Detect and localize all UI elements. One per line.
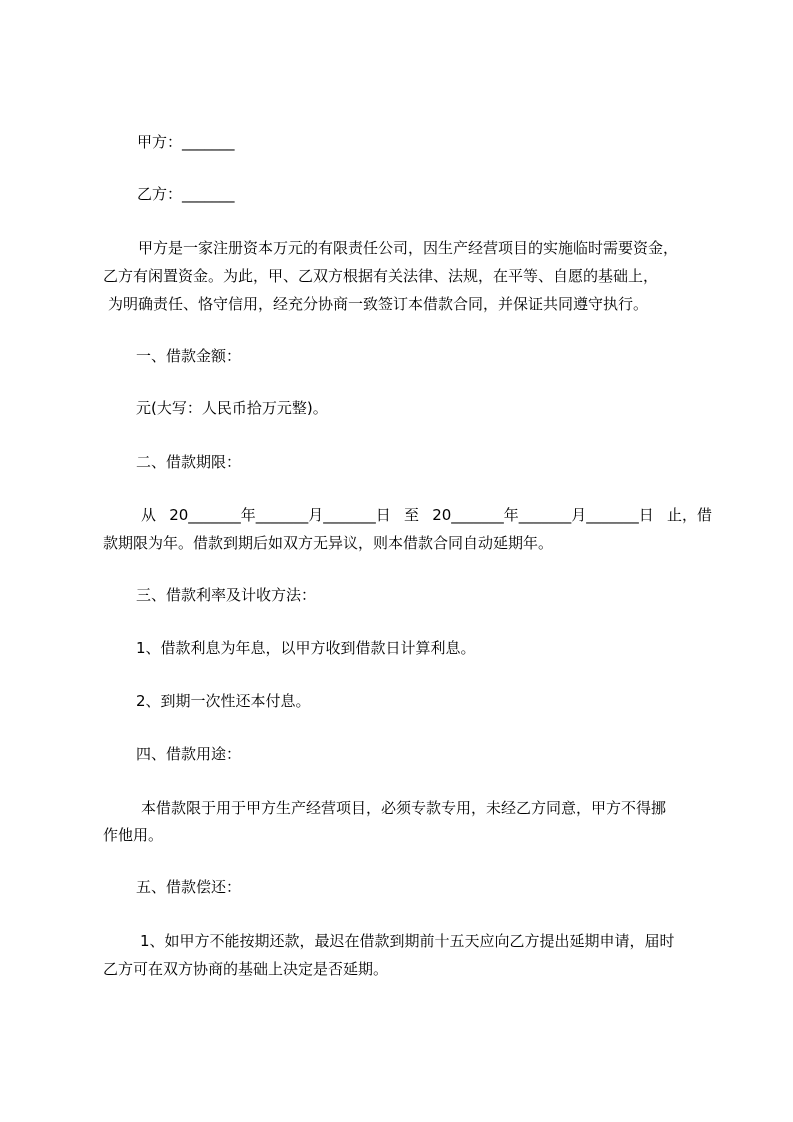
period-to: 至 bbox=[403, 506, 419, 524]
intro-line-3: 为明确责任、恪守信用，经充分协商一致签订本借款合同，并保证共同遵守执行。 bbox=[108, 295, 649, 313]
section1-heading: 一、借款金额： bbox=[136, 347, 242, 365]
intro-line-2: 乙方有闲置资金。为此，甲、乙双方根据有关法律、法规，在平等、自愿的基础上， bbox=[103, 267, 659, 285]
period-end-date: 20_______年_______月_______日 bbox=[432, 506, 654, 524]
loan-period-line-2: 款期限为年。借款到期后如双方无异议，则本借款合同自动延期年。 bbox=[103, 534, 554, 552]
party-b-line: 乙方：_______ bbox=[137, 185, 235, 203]
section2-heading: 二、借款期限： bbox=[136, 453, 242, 471]
section5-heading: 五、借款偿还： bbox=[136, 878, 242, 896]
period-start-date: 20_______年_______月_______日 bbox=[169, 506, 391, 524]
intro-line-1: 甲方是一家注册资本万元的有限责任公司，因生产经营项目的实施临时需要资金， bbox=[138, 239, 679, 257]
interest-item-2: 2、到期一次性还本付息。 bbox=[136, 692, 311, 710]
interest-item-1: 1、借款利息为年息，以甲方收到借款日计算利息。 bbox=[136, 639, 476, 657]
period-end-word: 止，借 bbox=[666, 506, 712, 524]
purpose-line-1: 本借款限于用于甲方生产经营项目，必须专款专用，未经乙方同意，甲方不得挪 bbox=[141, 799, 667, 817]
period-from: 从 bbox=[141, 506, 157, 524]
repayment-item-1-line-1: 1、如甲方不能按期还款，最迟在借款到期前十五天应向乙方提出延期申请，届时 bbox=[140, 932, 675, 950]
repayment-item-1-line-2: 乙方可在双方协商的基础上决定是否延期。 bbox=[103, 960, 389, 978]
loan-period-line bbox=[141, 505, 712, 525]
section3-heading: 三、借款利率及计收方法： bbox=[136, 586, 317, 604]
section4-heading: 四、借款用途： bbox=[136, 745, 242, 763]
purpose-line-2: 作他用。 bbox=[103, 826, 164, 844]
loan-amount-line: 元(大写：人民币拾万元整)。 bbox=[136, 399, 328, 417]
party-a-line: 甲方：_______ bbox=[137, 133, 235, 151]
